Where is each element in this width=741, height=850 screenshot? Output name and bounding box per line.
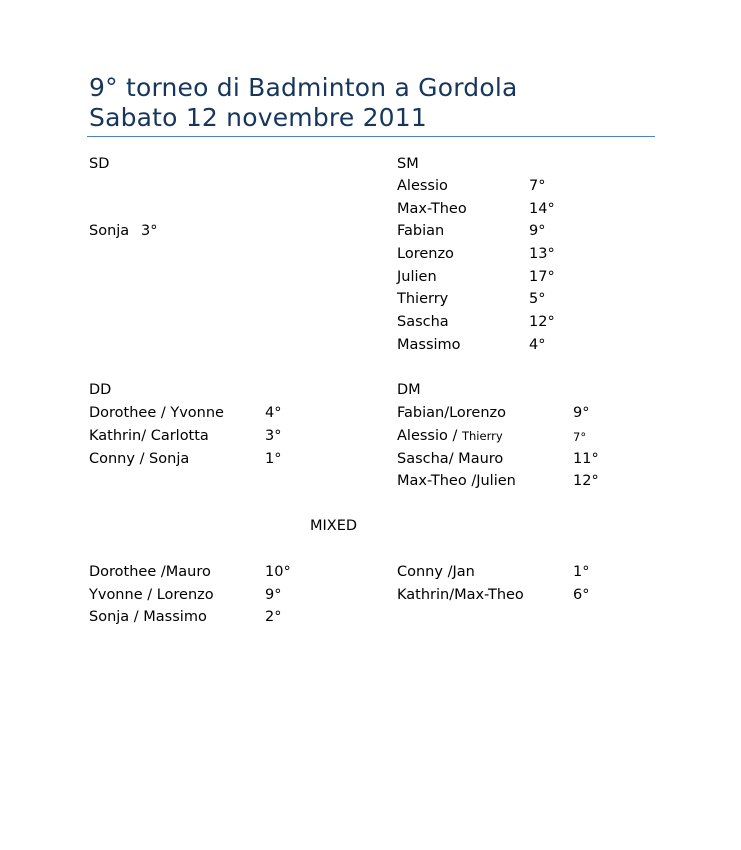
mixed-entry-name: Yvonne / Lorenzo [89,587,214,603]
dm-entry-place: 11° [573,451,599,467]
mixed-entry-place: 9° [265,587,282,603]
sm-entry-place: 4° [529,337,546,353]
dd-entry-place: 4° [265,405,282,421]
mixed-entry-name: Kathrin/Max-Theo [397,587,524,603]
dd-entry-name: Dorothee / Yvonne [89,405,224,421]
mixed-entry-name: Sonja / Massimo [89,609,207,625]
sm-entry-place: 17° [529,269,555,285]
sm-entry-place: 12° [529,314,555,330]
dm-entry-place: 7° [573,430,587,444]
title-line-1: 9° torneo di Badminton a Gordola [89,73,518,102]
dm-entry-name [397,427,503,445]
mixed-entry-place: 2° [265,609,282,625]
sd-entry-name: Sonja [89,223,130,239]
sm-entry-place: 5° [529,291,546,307]
sm-entry-name: Fabian [397,223,445,239]
dm-entry-place: 9° [573,405,590,421]
mixed-entry-place: 10° [265,564,291,580]
dm-entry-place: 12° [573,473,599,489]
sm-entry-name: Lorenzo [397,246,454,262]
title-underline [87,136,655,137]
sm-header: SM [397,156,419,172]
sd-entry-place: 3° [141,223,158,239]
dm-entry-name: Max-Theo /Julien [397,473,516,489]
mixed-entry-place: 6° [573,587,590,603]
sm-entry-place: 14° [529,201,555,217]
sd-header: SD [89,156,110,172]
dm-entry-name: Fabian/Lorenzo [397,405,507,421]
sm-entry-name: Massimo [397,337,461,353]
dm-header: DM [397,382,421,398]
sm-entry-place: 9° [529,223,546,239]
sm-entry-name: Max-Theo [397,201,467,217]
document-title [89,73,518,133]
mixed-header: MIXED [310,518,358,534]
title-line-2: Sabato 12 novembre 2011 [89,103,427,132]
dm-entry-name-part: Alessio / [397,428,458,444]
mixed-entry-place: 1° [573,564,590,580]
mixed-entry-name: Dorothee /Mauro [89,564,211,580]
dd-entry-name: Kathrin/ Carlotta [89,428,209,444]
sm-entry-place: 7° [529,178,546,194]
dm-entry-name-small: Thierry [461,429,503,443]
sm-entry-name: Thierry [397,291,449,307]
dm-entry-name: Sascha/ Mauro [397,451,504,467]
sm-entry-name: Julien [397,269,437,285]
sm-entry-place: 13° [529,246,555,262]
sm-entry-name: Alessio [397,178,448,194]
dd-entry-place: 1° [265,451,282,467]
sm-entry-name: Sascha [397,314,449,330]
dd-header: DD [89,382,112,398]
dd-entry-name: Conny / Sonja [89,451,190,467]
dd-entry-place: 3° [265,428,282,444]
mixed-entry-name: Conny /Jan [397,564,475,580]
